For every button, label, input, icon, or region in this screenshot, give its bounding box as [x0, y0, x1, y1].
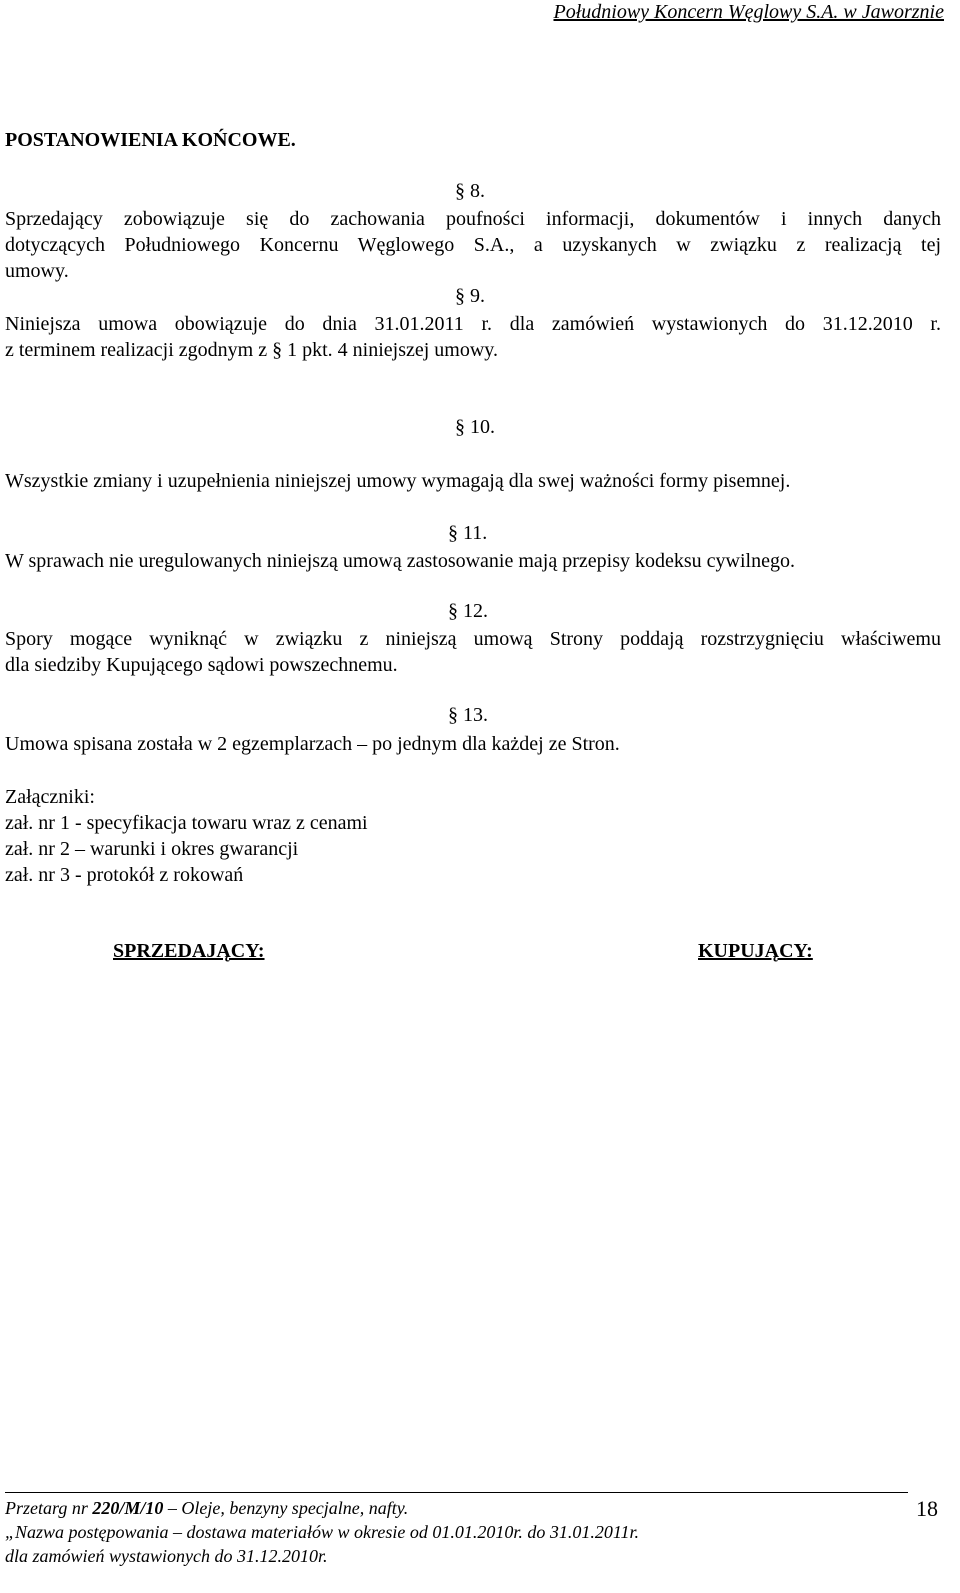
- paragraph-9-line-2: z terminem realizacji zgodnym z § 1 pkt. 4 niniejszej umowy.: [5, 339, 498, 361]
- section-heading: POSTANOWIENIA KOŃCOWE.: [5, 129, 296, 151]
- paragraph-11-line-1: W sprawach nie uregulowanych niniejszą umową zastosowanie mają przepisy kodeksu cywilnego.: [5, 550, 795, 572]
- paragraph-9-line-1: Niniejsza umowa obowiązuje do dnia 31.01.2011 r. dla zamówień wystawionych do 31.12.2010 r.: [5, 313, 941, 335]
- paragraph-10-number: § 10.: [455, 416, 495, 438]
- footer-tender-line: [5, 1497, 408, 1519]
- paragraph-8-line-3: umowy.: [5, 260, 69, 282]
- paragraph-12-number: § 12.: [448, 600, 488, 622]
- footer-tender-prefix: Przetarg nr: [5, 1498, 93, 1518]
- attachments-label: Załączniki:: [5, 786, 95, 808]
- footer-tender-number: 220/M/10: [92, 1498, 164, 1518]
- paragraph-12-line-2: dla siedziby Kupującego sądowi powszechnemu.: [5, 654, 398, 676]
- paragraph-12-line-1: Spory mogące wyniknąć w związku z niniejszą umową Strony poddają rozstrzygnięciu właściwemu: [5, 628, 941, 650]
- paragraph-13-line-1: Umowa spisana została w 2 egzemplarzach – po jednym dla każdej ze Stron.: [5, 733, 620, 755]
- footer-procedure-name: „Nazwa postępowania – dostawa materiałów w okresie od 01.01.2010r. do 31.01.2011r.: [5, 1522, 640, 1542]
- paragraph-8-line-1: Sprzedający zobowiązuje się do zachowania poufności informacji, dokumentów i innych danych: [5, 208, 941, 230]
- paragraph-13-number: § 13.: [448, 704, 488, 726]
- buyer-signature-label: KUPUJĄCY:: [698, 940, 813, 962]
- paragraph-10-line-1: Wszystkie zmiany i uzupełnienia niniejszej umowy wymagają dla swej ważności formy pisemnej.: [5, 470, 791, 492]
- paragraph-8-number: § 8.: [455, 180, 485, 202]
- footer-orders-note: dla zamówień wystawionych do 31.12.2010r.: [5, 1546, 328, 1566]
- footer-rule: [5, 1492, 908, 1493]
- paragraph-8-line-2: dotyczących Południowego Koncernu Węglowego S.A., a uzyskanych w związku z realizacją tej: [5, 234, 941, 256]
- document-header: Południowy Koncern Węglowy S.A. w Jaworznie: [553, 1, 944, 23]
- paragraph-11-number: § 11.: [448, 522, 488, 544]
- footer-tender-suffix: – Oleje, benzyny specjalne, nafty.: [163, 1498, 409, 1518]
- paragraph-9-number: § 9.: [455, 285, 485, 307]
- attachment-item: zał. nr 2 – warunki i okres gwarancji: [5, 838, 299, 860]
- attachment-item: zał. nr 3 - protokół z rokowań: [5, 864, 244, 886]
- attachment-item: zał. nr 1 - specyfikacja towaru wraz z cenami: [5, 812, 368, 834]
- seller-signature-label: SPRZEDAJĄCY:: [113, 940, 265, 962]
- page-number: 18: [916, 1496, 938, 1521]
